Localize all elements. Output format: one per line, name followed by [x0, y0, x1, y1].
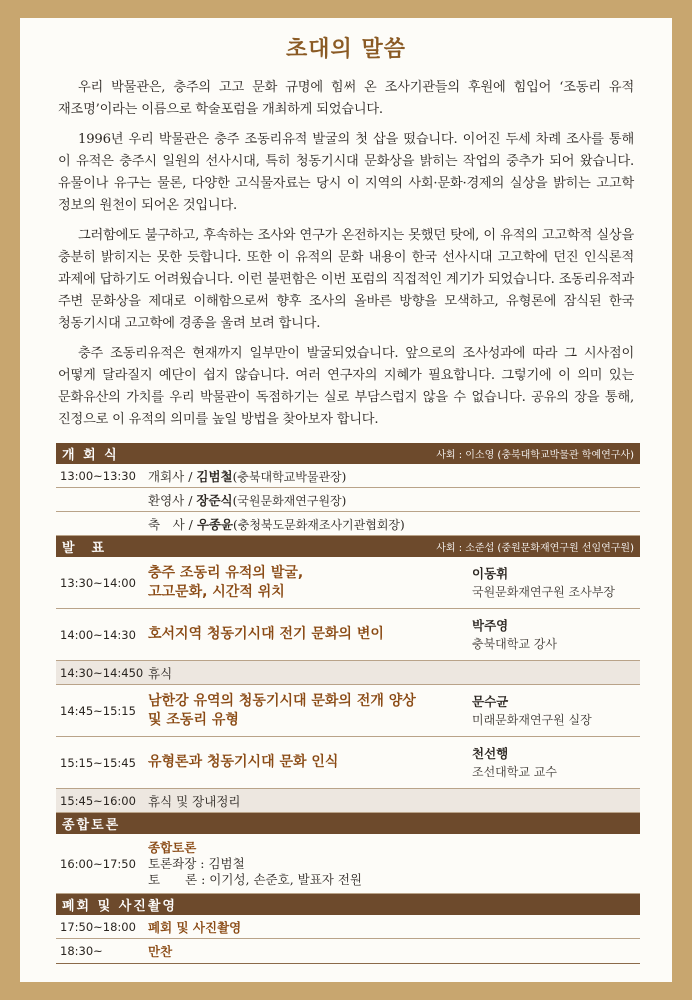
topic-line: 충주 조동리 유적의 발굴,: [148, 564, 304, 581]
closing-row: [56, 915, 640, 939]
role-line: [148, 491, 346, 509]
presentation-topic: [148, 564, 468, 602]
program-schedule: [56, 443, 640, 964]
discussion-details: [148, 840, 362, 888]
topic-line: 및 조동리 유형: [148, 711, 239, 728]
person-org: (충북대학교박물관장): [232, 469, 347, 484]
closing-title: 폐회 및 사진촬영: [62, 899, 177, 914]
presentations-section-header: [56, 536, 640, 557]
time: 15:15~15:45: [60, 755, 136, 770]
break-label: 휴식: [148, 665, 173, 681]
time: 14:30~14:450: [60, 665, 144, 680]
discussion-section-header: [56, 813, 640, 834]
presentations-title: 발 표: [62, 541, 107, 556]
break-row: [56, 789, 640, 813]
discussion-title: 종합토론: [62, 818, 121, 833]
presenter: [468, 745, 640, 781]
person-name: 김범철: [196, 468, 233, 484]
presenter-name: 문수균: [472, 693, 509, 709]
time: 14:45~15:15: [60, 703, 136, 718]
time: 18:30~: [60, 944, 103, 958]
time: 13:30~14:00: [60, 575, 136, 590]
paragraph-3: 그러함에도 불구하고, 후속하는 조사와 연구가 온전하지는 못했던 탓에, 이 유적의 고고학적 실상을 충분히 밝히지는 못한 듯합니다. 또한 이 유적의 문화 내용이 한국 선사시대 고고학에 던진 인식론적 과제에 답하기도 어려웠습니다. 이런 불편함은 이번 포럼의 직접적인 계기가 되었습니다. 조동리유적과 주변 문화상을 제대로 이해함으로써 향후 조사의 올바른 방향을 모색하고, 유형론에 잠식된 한국 청동기시대 고고학에 경종을 울려 보려 합니다.: [58, 228, 634, 331]
presentation-row: [56, 609, 640, 661]
presentation-row: [56, 737, 640, 789]
opening-row: [56, 464, 640, 488]
role-line: [148, 515, 405, 533]
closing-section-header: [56, 894, 640, 915]
opening-row: [56, 488, 640, 512]
paragraph-2: 1996년 우리 박물관은 충주 조동리유적 발굴의 첫 삽을 떴습니다. 이어진 두세 차례 조사를 통해 이 유적은 충주시 일원의 선사시대, 특히 청동기시대 문화상을 밝히는 작업의 중추가 되어 왔습니다. 유물이나 유구는 물론, 다양한 고식물자료는 당시 이 지역의 사회·문화·경제의 실상을 밝히는 고고학 정보의 원천이 되어온 것입니다.: [58, 132, 634, 213]
presenter-affiliation: 충북대학교 강사: [472, 636, 557, 651]
time: 13:00~13:30: [60, 468, 136, 483]
paragraph-4: 충주 조동리유적은 현재까지 일부만이 발굴되었습니다. 앞으로의 조사성과에 따라 그 시사점이 어떻게 달라질지 예단이 쉽지 않습니다. 여러 연구자의 지혜가 필요합니다. 그렇기에 이 의미 있는 문화유산의 가치를 우리 박물관이 독점하기는 실로 부담스럽지 않을 수 없습니다. 공유의 장을 통해, 진정으로 이 유적의 의미를 높일 방법을 찾아보자 합니다.: [58, 346, 634, 427]
presenter-affiliation: 미래문화재연구원 실장: [472, 712, 592, 727]
discussion-moderator: 토론좌장 : 김범철: [148, 855, 245, 871]
opening-title: 개 회 식: [62, 448, 119, 463]
presentation-row: [56, 685, 640, 737]
paragraph-1: 우리 박물관은, 충주의 고고 문화 규명에 힘써 온 조사기관들의 후원에 힘입어 ‘조동리 유적 재조명’이라는 이름으로 학술포럼을 개최하게 되었습니다.: [58, 80, 634, 117]
topic-line: 남한강 유역의 청동기시대 문화의 전개 양상: [148, 692, 416, 709]
presentations-chair: 사회 : 소준섭 (중원문화재연구원 선임연구원): [436, 543, 634, 554]
presenter-name: 이동휘: [472, 565, 509, 581]
topic-line: 호서지역 청동기시대 전기 문화의 변이: [148, 626, 384, 642]
presenter: [468, 617, 640, 653]
break-label: 휴식 및 장내정리: [148, 793, 241, 809]
discussion-panel: 토 론 : 이기성, 손준호, 발표자 전원: [148, 871, 363, 887]
presentation-topic: [148, 692, 468, 730]
break-row: [56, 661, 640, 685]
role-line: [148, 467, 346, 485]
closing-row: [56, 939, 640, 963]
opening-row: [56, 512, 640, 536]
person-org: (국원문화재연구원장): [232, 493, 347, 508]
opening-section-header: [56, 443, 640, 464]
time: 16:00~17:50: [60, 856, 136, 871]
role-label: 축 사 /: [148, 516, 197, 532]
person-org: (충청북도문화재조사기관협회장): [233, 517, 405, 532]
closing-label: 만찬: [148, 944, 173, 959]
invitation-page: [20, 18, 672, 982]
time: 17:50~18:00: [60, 919, 136, 934]
role-label: 개회사 /: [148, 468, 197, 484]
presenter: [468, 693, 640, 729]
opening-chair: 사회 : 이소영 (충북대학교박물관 학예연구사): [436, 450, 634, 461]
page-title: 초대의 말씀: [286, 36, 406, 62]
time: 14:00~14:30: [60, 627, 136, 642]
discussion-row: [56, 834, 640, 894]
topic-line: 고고문화, 시간적 위치: [148, 583, 285, 600]
presenter: [468, 565, 640, 601]
role-label: 환영사 /: [148, 492, 197, 508]
presenter-affiliation: 조선대학교 교수: [472, 764, 557, 779]
presenter-name: 천선행: [472, 745, 509, 761]
presenter-name: 박주영: [472, 617, 509, 633]
person-name: 장준식: [196, 492, 233, 508]
closing-label: 폐회 및 사진촬영: [148, 919, 242, 935]
presenter-affiliation: 국원문화재연구원 조사부장: [472, 584, 615, 599]
presentation-topic: [148, 625, 468, 644]
person-name: 우종윤: [196, 516, 234, 532]
time: 15:45~16:00: [60, 793, 136, 808]
discussion-item-title: 종합토론: [148, 839, 197, 855]
topic-line: 유형론과 청동기시대 문화 인식: [148, 754, 339, 770]
presentation-topic: [148, 753, 468, 772]
presentation-row: [56, 557, 640, 609]
